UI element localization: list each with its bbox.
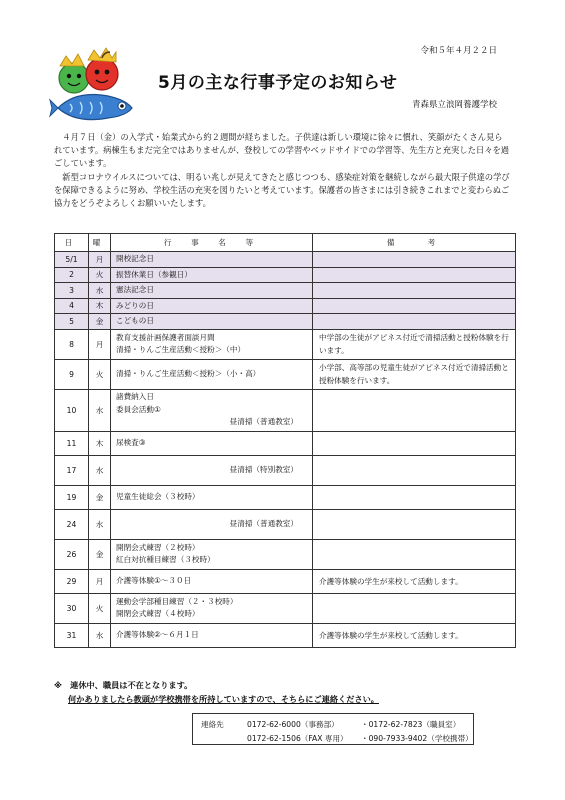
row-weekday: 火: [89, 267, 111, 283]
row-event: [111, 569, 313, 593]
row-note: [313, 593, 516, 623]
event-line: 児童生徒総会（３校時）: [116, 491, 200, 501]
schedule-row: [55, 359, 516, 389]
row-day: 31: [55, 623, 89, 647]
event-line: 尿検査③: [116, 437, 146, 447]
contact-office-phone: 0172-62-6000（事務部）: [247, 720, 339, 729]
contact-fax: 0172-62-1506（FAX 専用）: [247, 734, 348, 743]
schedule-row: [55, 314, 516, 330]
row-day: 17: [55, 455, 89, 485]
red-apple-character: [86, 48, 118, 90]
row-weekday: 木: [89, 298, 111, 314]
intro-paragraph-1: ４月７日（金）の入学式・始業式から約２週間が経ちました。子供達は新しい環境に徐々に慣れ、笑顔がたくさん見られています。病棟生もまだ完全ではありませんが、登校しての学習やベッドサイドでの学習等、先生方と充実した日々を過ごしています。: [54, 132, 510, 169]
event-line: 諸費納入日: [116, 392, 154, 402]
row-weekday: 火: [89, 359, 111, 389]
row-note: [313, 283, 516, 299]
row-note: 介護等体験の学生が来校して活動します。: [313, 623, 516, 647]
schedule-row: [55, 389, 516, 431]
event-cleaning-line: 昼清掃（普通教室）: [229, 417, 298, 427]
row-event: [111, 283, 313, 299]
row-weekday: 水: [89, 389, 111, 431]
row-event: [111, 252, 313, 268]
schedule-row: [55, 593, 516, 623]
row-weekday: 月: [89, 252, 111, 268]
row-day: 2: [55, 267, 89, 283]
row-event: [111, 329, 313, 359]
row-event: [111, 593, 313, 623]
schedule-row: [55, 485, 516, 509]
row-note: 介護等体験の学生が来校して活動します。: [313, 569, 516, 593]
event-line: 開閉会式練習（２校時）: [116, 542, 200, 552]
row-event: [111, 267, 313, 283]
row-note: [313, 485, 516, 509]
event-line: 介護等体験①～３０日: [116, 575, 192, 585]
event-cleaning-line: 昼清掃（普通教室）: [229, 518, 298, 528]
row-day: 29: [55, 569, 89, 593]
event-line: 介護等体験②～６月１日: [116, 629, 199, 639]
row-event: [111, 431, 313, 455]
header-event: 行 事 名 等: [111, 234, 313, 252]
schedule-row: [55, 329, 516, 359]
row-event: [111, 509, 313, 539]
row-weekday: 水: [89, 509, 111, 539]
schedule-row: [55, 569, 516, 593]
event-line: 清掃・りんご生産活動＜授粉＞（小・高）: [116, 368, 261, 378]
schedule-row: [55, 267, 516, 283]
contact-notice: 何かありましたら教頭が学校携帯を所持していますので、そちらにご連絡ください。: [68, 694, 379, 704]
row-day: 4: [55, 298, 89, 314]
row-note: [313, 314, 516, 330]
event-line: 開校記念日: [116, 254, 154, 263]
row-weekday: 月: [89, 329, 111, 359]
row-weekday: 金: [89, 539, 111, 569]
intro-paragraph-2: 新型コロナウイルスについては、明るい兆しが見えてきたと感じつつも、感染症対策を継続しながら最大限子供達の学びを保障できるように努め、学校生活の充実を図りたいと考えています。保護者の皆さまには引き続きこれまでと変わらぬご協力をどうぞよろしくお願いいたします。: [54, 171, 510, 209]
koinobori-mascot-illustration: [46, 46, 138, 126]
event-line: みどりの日: [116, 300, 154, 310]
green-apple-character: [59, 54, 89, 93]
row-note: [313, 431, 516, 455]
schedule-row: [55, 455, 516, 485]
schedule-row: [55, 252, 516, 268]
row-event: [111, 314, 313, 330]
row-weekday: 水: [89, 623, 111, 647]
event-cleaning-line: 昼清掃（特別教室）: [229, 464, 298, 474]
event-line: こどもの日: [116, 316, 154, 325]
header-day: 日: [55, 234, 89, 252]
schedule-table: [54, 233, 516, 648]
row-day: 9: [55, 359, 89, 389]
row-note: [313, 252, 516, 268]
row-day: 8: [55, 329, 89, 359]
contact-box: [192, 713, 474, 745]
page-title: 5月の主な行事予定のお知らせ: [158, 73, 398, 93]
schedule-body: [55, 252, 516, 648]
contact-label: 連絡先: [201, 720, 224, 729]
row-day: 5/1: [55, 252, 89, 268]
row-weekday: 水: [89, 283, 111, 299]
row-event: [111, 455, 313, 485]
row-day: 24: [55, 509, 89, 539]
row-weekday: 木: [89, 431, 111, 455]
row-day: 10: [55, 389, 89, 431]
event-line: 清掃・りんご生産活動＜授粉＞（中）: [116, 345, 246, 354]
event-line: 憲法記念日: [116, 285, 154, 294]
row-day: 11: [55, 431, 89, 455]
issue-date: 令和５年４月２２日: [420, 46, 497, 56]
schedule-row: [55, 431, 516, 455]
row-weekday: 金: [89, 485, 111, 509]
row-day: 26: [55, 539, 89, 569]
row-weekday: 月: [89, 569, 111, 593]
event-line: 教育支援計画保護者面談月間: [116, 332, 215, 342]
event-line: 振替休業日（参観日）: [116, 269, 192, 279]
row-day: 5: [55, 314, 89, 330]
event-line: 紅白対抗種目練習（３校時）: [116, 555, 215, 564]
row-event: [111, 389, 313, 431]
row-note: [313, 267, 516, 283]
row-note: [313, 455, 516, 485]
schedule-row: [55, 539, 516, 569]
row-event: [111, 298, 313, 314]
row-weekday: 金: [89, 314, 111, 330]
row-note: 小学部、高等部の児童生徒がアピネス付近で清掃活動と授粉体験を行います。: [313, 359, 516, 389]
row-weekday: 水: [89, 455, 111, 485]
schedule-row: [55, 283, 516, 299]
schedule-row: [55, 298, 516, 314]
row-note: [313, 509, 516, 539]
holiday-notice: ※ 連休中、職員は不在となります。: [54, 680, 193, 690]
schedule-row: [55, 509, 516, 539]
event-line: 開閉会式練習（４校時）: [116, 609, 200, 618]
row-event: [111, 539, 313, 569]
intro-text: [54, 131, 510, 210]
row-note: [313, 298, 516, 314]
row-weekday: 火: [89, 593, 111, 623]
carp-streamer: [50, 95, 132, 120]
row-event: [111, 359, 313, 389]
schedule-row: [55, 623, 516, 647]
contact-staffroom-phone: ・0172-62-7823（職員室）: [361, 720, 461, 729]
event-line: 委員会活動①: [116, 404, 161, 414]
row-note: [313, 389, 516, 431]
row-day: 19: [55, 485, 89, 509]
contact-school-mobile: ・090-7933-9402（学校携帯）: [361, 734, 473, 743]
event-line: 運動会学部種目練習（２・３校時）: [116, 596, 238, 606]
row-event: [111, 485, 313, 509]
row-note: [313, 539, 516, 569]
row-day: 30: [55, 593, 89, 623]
schedule-header-row: [55, 234, 516, 252]
row-day: 3: [55, 283, 89, 299]
header-weekday: 曜: [89, 234, 111, 252]
row-event: [111, 623, 313, 647]
row-note: 中学部の生徒がアピネス付近で清掃活動と授粉体験を行います。: [313, 329, 516, 359]
school-name: 青森県立浪岡養護学校: [411, 100, 497, 110]
header-notes: 備 考: [313, 234, 516, 252]
